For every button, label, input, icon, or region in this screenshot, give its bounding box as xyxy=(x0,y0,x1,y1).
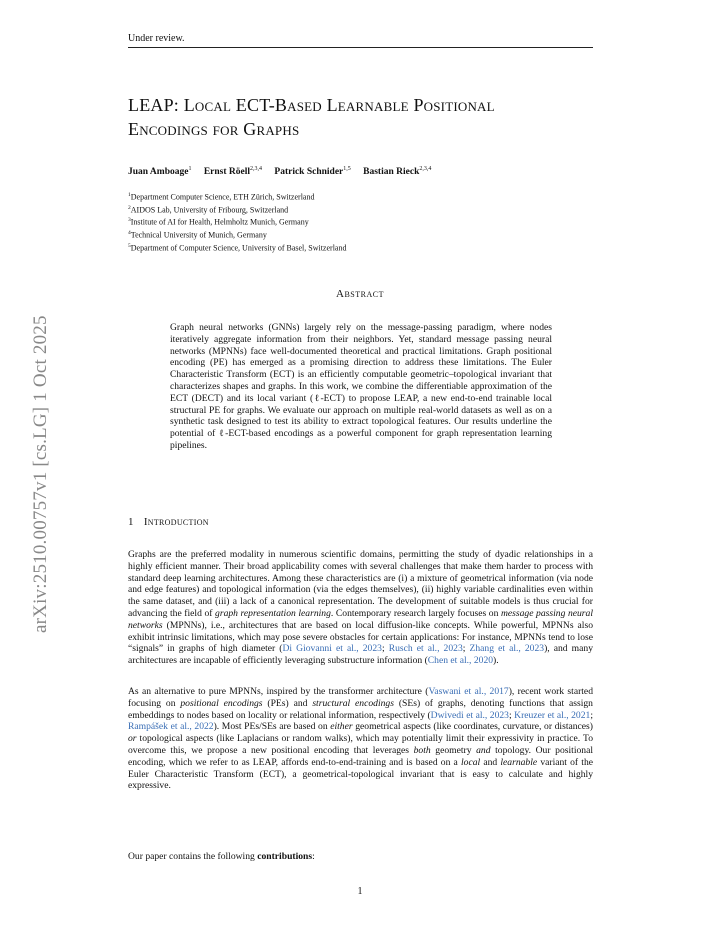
abstract-heading: Abstract xyxy=(336,288,384,300)
section-number: 1 xyxy=(128,516,134,528)
citation-link[interactable]: Vaswani et al., 2017 xyxy=(428,686,509,697)
affiliation: $^1$Department Computer Science, ETH Zürich, Switzerland xyxy=(128,192,315,202)
page-number: 1 xyxy=(357,886,363,897)
affiliation-list xyxy=(128,190,346,253)
paper-title xyxy=(128,93,608,141)
affiliation: $^4$Technical University of Munich, Germany xyxy=(128,229,267,240)
intro-paragraph-2: As an alternative to pure MPNNs, inspired by the transformer architecture (Vaswani et al., 2017), recent work started focusing on positional encodings (PEs) and structural encodings (SEs) of graphs, denoting functions that assign embeddings to nodes based on locality or relational information, respectively (Dwivedi et al., 2023; Kreuzer et al., 2021; Rampášek et al., 2022). Most PEs/SEs are based on either geometrical aspects (like coordinates, curvature, or distances) or topological aspects (like Laplacians or random walks), which may potentially limit their expressivity in practice. To overcome this, we propose a new positional encoding that leverages both geometry and topology. Our positional encoding, which we refer to as LEAP, affords end-to-end-training and is based on a local and learnable variant of the Euler Characteristic Transform (ECT), a geometrical-topological invariant that is easy to calculate and highly expressive. xyxy=(128,686,594,792)
affiliation: $^3$Institute of AI for Health, Helmholtz Munich, Germany xyxy=(128,217,309,227)
author: Patrick Schnider$^{1,5}$ xyxy=(274,166,351,178)
affiliation: $^5$Department of Computer Science, University of Basel, Switzerland xyxy=(128,242,347,253)
author: Ernst Röell$^{2,3,4}$ xyxy=(203,166,263,178)
citation-link[interactable]: Di Giovanni et al., 2023 xyxy=(282,643,382,655)
citation-link[interactable]: Rusch et al., 2023 xyxy=(388,643,463,655)
citation-link[interactable]: Dwivedi et al., 2023 xyxy=(430,709,509,721)
citation-link[interactable]: Rampášek et al., 2022 xyxy=(128,721,214,733)
section-title: Introduction xyxy=(143,516,209,528)
title-line-2: Encodings for Graphs xyxy=(128,119,300,139)
author: Juan Amboage$^1$ xyxy=(128,166,192,178)
citation-link[interactable]: Chen et al., 2020 xyxy=(427,655,494,667)
author-list xyxy=(128,166,441,177)
section-heading-introduction xyxy=(128,516,209,528)
intro-paragraph-1: Graphs are the preferred modality in numerous scientific domains, permitting the study of dyadic relationships in a highly efficient manner. Their broad applicability comes with several challenges that make them harder to process with standard deep learning architectures. Among these characteristics are (i) a mixture of geometrical information (via node and edge features) and topological information (via the edges themselves), (ii) highly variable cardinalities even within the same dataset, and (iii) a lack of a canonical representation. The development of suitable models is thus crucial for advancing the field of graph representation learning. Contemporary research largely focuses on message passing neural networks (MPNNs), i.e., architectures that are based on local diffusion-like concepts. While powerful, MPNNs also exhibit intrinsic limitations, which may pose severe obstacles for certain applications: For instance, MPNNs tend to lose “signals” in graphs of high diameter (Di Giovanni et al., 2023; Rusch et al., 2023; Zhang et al., 2023), and many architectures are incapable of efficiently leveraging substructure information (Chen et al., 2020). xyxy=(128,549,594,667)
citation-link[interactable]: Zhang et al., 2023 xyxy=(469,643,545,655)
affiliation: $^2$AIDOS Lab, University of Fribourg, Switzerland xyxy=(128,204,289,215)
citation-link[interactable]: Kreuzer et al., 2021 xyxy=(514,709,591,721)
author: Bastian Rieck$^{2,3,4}$ xyxy=(363,166,432,178)
title-line-1: LEAP: Local ECT-Based Learnable Positional xyxy=(128,95,495,115)
intro-paragraph-3: Our paper contains the following contributions: xyxy=(128,851,315,862)
abstract-text: Graph neural networks (GNNs) largely rely on the message-passing paradigm, where nodes iteratively aggregate information from their neighbors. Yet, standard message passing neural networks (MPNNs) face well-documented theoretical and practical limitations. Graph positional encoding (PE) has emerged as a promising direction to address these limitations. The Euler Characteristic Transform (ECT) is an efficiently computable geometric–topological invariant that characterizes shapes and graphs. In this work, we combine the differentiable approximation of the ECT (DECT) and its local variant (ℓ-ECT) to propose LEAP, a new end-to-end trainable local structural PE for graphs. We evaluate our approach on multiple real-world datasets as well as on a synthetic task designed to test its ability to extract topological features. Our results underline the potential of ℓ-ECT-based encodings as a powerful component for graph representation learning pipelines. xyxy=(170,322,552,451)
arxiv-identifier: arXiv:2510.00757v1 [cs.LG] 1 Oct 2025 xyxy=(30,315,51,633)
running-header: Under review. xyxy=(128,33,593,48)
